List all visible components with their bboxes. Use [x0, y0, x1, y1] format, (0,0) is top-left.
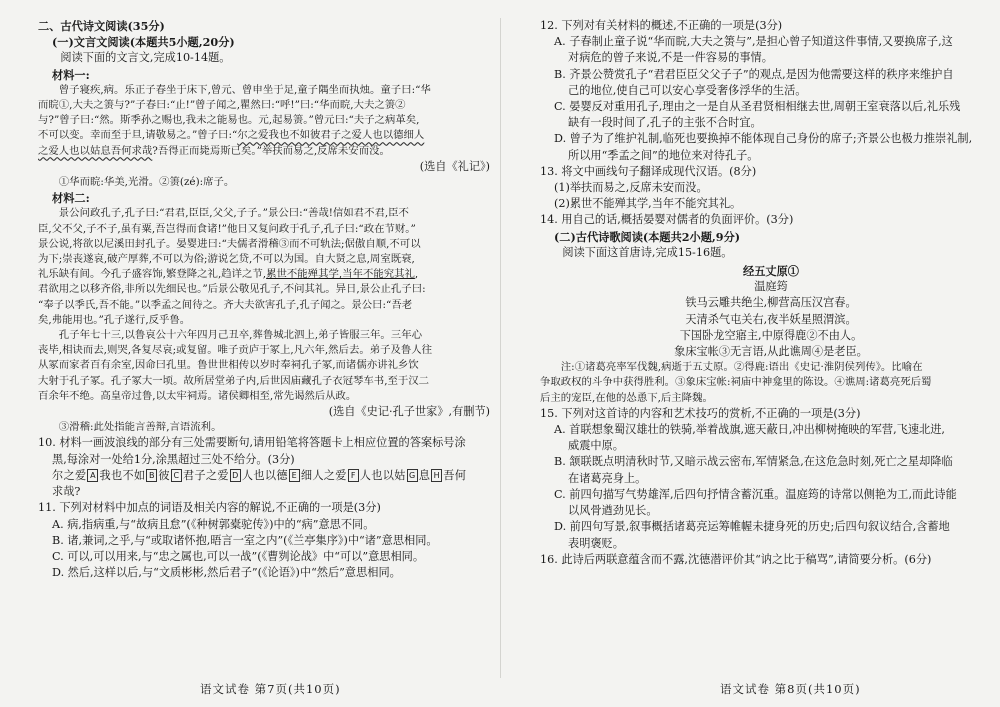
- poem-notes: 注:①诸葛亮率军伐魏,病逝于五丈原。②得鹿:语出《史记·淮阴侯列传》。比喻在 争取政权的斗争中获得胜利。③象床宝帐:祠庙中神龛里的陈设。④谯周:诸葛亮死后蜀 后主的宠臣,在他的怂恿下,后主降魏。: [540, 361, 932, 404]
- poem-line: 天清杀气屯关右,夜半妖星照渭滨。: [685, 312, 857, 326]
- question-16: 16. 此诗后两联意蕴含而不露,沈德潜评价其“讷之比于稿骂”,请简要分析。(6分): [540, 552, 932, 566]
- option-a[interactable]: A. 病,指病重,与“故病且怠”(《种树郭橐驼传》)中的“病”意思不同。: [52, 517, 375, 531]
- question-14: 14. 用自己的话,概括晏婴对儒者的负面评价。(3分): [540, 213, 794, 227]
- underlined-sentence: 累世不能殚其学,当年不能究其礼: [266, 268, 415, 281]
- source-citation: (选自《史记·孔子世家》,有删节): [328, 405, 490, 419]
- subsection-title: (二)古代诗歌阅读(本题共2小题,9分): [554, 229, 741, 244]
- material-label: 材料一:: [52, 67, 90, 82]
- wavy-underlined-text: 之爱人也以姑息吾何求哉: [38, 144, 153, 157]
- poem-line: 铁马云雕共绝尘,柳营高压汉宫春。: [685, 296, 857, 310]
- answer-box-h[interactable]: H: [431, 469, 442, 482]
- question-15: 15. 下列对这首诗的内容和艺术技巧的赏析,不正确的一项是(3分): [540, 406, 861, 420]
- option-b[interactable]: B. 颔联既点明清秋时节,又暗示战云密布,军情紧急,在这危急时刻,死亡之星却降临: [554, 455, 953, 469]
- question-13: 13. 将文中画线句子翻译成现代汉语。(8分): [540, 164, 757, 178]
- answer-box-b[interactable]: B: [146, 469, 157, 482]
- material-2-text: 景公问政孔子,孔子曰:“君君,臣臣,父父,子子。”景公曰:“善哉!信如君不君,臣不 臣,父不父,子不子,虽有粟,吾岂得而食诸!”他日又复问政于孔子,孔子曰:“政在节财。” 景公说,将欲以尼溪田封孔子。晏婴进曰:“夫儒者滑稽③而不可轨法;倨傲自顺,不可以 为下;崇丧遂哀,破产厚葬,不可以为俗;游说乞贷,不可以为国。自大贤之息,周室既衰, 礼乐缺有间。今孔子盛容饰,繁登降之礼,趋详之节,累世不能殚其学,当年不能究其礼, 君欲用之以移齐俗,非所以先细民也。”后景公敬见孔子,不问其礼。异日,景公止孔子曰: “奉子以季氏,吾不能。”以季孟之间待之。齐大夫欲害孔子,孔子闻之。景公曰:“吾老 矣,弗能用也。”孔子遂行,反乎鲁。 孔子年七十三,以鲁哀公十六年四月己丑卒,葬鲁城北泗上,弟子皆服三年。三年心 丧毕,相诀而去,则哭,各复尽哀;或复留。唯子贡庐于冢上,凡六年,然后去。弟子及鲁人往 从冢而家者百有余室,因命曰孔里。鲁世世相传以岁时奉祠孔子冢,而诸儒亦讲礼乡饮 大射于孔子冢。孔子冢大一顷。故所居堂弟子内,后世因庙藏孔子衣冠琴车书,至于汉二 百余年不绝。高皇帝过鲁,以太牢祠焉。诸侯卿相至,常先谒然后从政。: [38, 207, 433, 402]
- option-d[interactable]: D. 然后,这样以后,与“文质彬彬,然后君子”(《论语》)中“然后”意思相同。: [52, 566, 401, 580]
- poem-author: 温庭筠: [754, 280, 788, 294]
- option-d[interactable]: D. 前四句写景,叙事概括诸葛亮运筹帷幄未捷身死的历史;后四句叙议结合,含蓄地: [554, 520, 950, 534]
- page-footer: 语文试卷 第7页(共10页): [200, 682, 341, 696]
- page-divider: [500, 18, 501, 678]
- subsection-title: (一)文言文阅读(本题共5小题,20分): [52, 35, 235, 50]
- wavy-underlined-text: 尔之爱我也不如彼君子之爱人也以德细人: [237, 129, 425, 142]
- material-1-text: 曾子寝疾,病。乐正子春坐于床下,曾元、曾申坐于足,童子隅坐而执烛。童子曰:“华 而睆①,大夫之箦与?”子春曰:“止!”曾子闻之,瞿然曰:“呼!”曰:“华而睆,大夫之箦② 与?”曾子曰:“然。斯季孙之赐也,我未之能易也。元,起易箦。”曾元曰:“夫子之病革矣, 不可以变。幸而至于旦,请敬易之。”曾子曰:“尔之爱我也不如彼君子之爱人也以德细人 之爱人也以姑息吾何求哉?吾得正而毙焉斯已矣。”举扶而易之,反席未安而没。: [38, 83, 431, 157]
- answer-box-g[interactable]: G: [407, 469, 418, 482]
- option-c[interactable]: C. 前四句描写气势雄浑,后四句抒情含蓄沉重。温庭筠的诗常以侧艳为工,而此诗能: [554, 487, 957, 501]
- option-a[interactable]: A. 首联想象蜀汉雄壮的铁骑,举着战旗,遮天蔽日,冲出柳树掩映的军营,飞速北进,: [554, 423, 945, 437]
- option-a[interactable]: A. 子春制止童子说“华而睆,大夫之箦与”,是担心曾子知道这件事情,又要换席子,这: [554, 35, 953, 49]
- question-10: 10. 材料一画波浪线的部分有三处需要断句,请用铅笔将答题卡上相应位置的答案标号涂: [38, 436, 466, 450]
- poem-line: 下国卧龙空寤主,中原得鹿②不由人。: [679, 328, 863, 342]
- instruction: 阅读下面的文言文,完成10-14题。: [60, 51, 231, 65]
- page-footer: 语文试卷 第8页(共10页): [720, 682, 861, 696]
- answer-box-d[interactable]: D: [230, 469, 241, 482]
- section-title: 二、古代诗文阅读(35分): [38, 19, 165, 33]
- footnote: ①华而睆:华美,光滑。②箦(zé):席子。: [58, 176, 235, 189]
- answer-box-c[interactable]: C: [171, 469, 182, 482]
- footnote: ③滑稽:此处指能言善辩,言语流利。: [58, 421, 222, 434]
- answer-box-e[interactable]: E: [289, 469, 300, 482]
- segmentation-sentence: 尔之爱 A 我也不如 B 彼 C 君子之爱 D 人也以德 E 细人之爱 F 人也以姑 G 息 H 吾何: [52, 468, 467, 482]
- option-c[interactable]: C. 可以,可以用来,与“忠之属也,可以一战”(《曹刿论战》中“可以”意思相同。: [52, 549, 425, 563]
- poem-title: 经五丈原①: [743, 264, 799, 279]
- option-c[interactable]: C. 晏婴反对重用孔子,理由之一是自从圣君贤相相继去世,周朝王室衰落以后,礼乐残: [554, 100, 961, 114]
- page-8: 12. 下列对有关材料的概述,不正确的一项是(3分) A. 子春制止童子说“华而睆,大夫之箦与”,是担心曾子知道这件事情,又要换席子,这 对病危的曾子来说,不是一件容易的事情。 B. 齐景公赞赏孔子“君君臣臣父父子子”的观点,是因为他需要这样的秩序来维护自 己的地位,使自己可以安心享受奢侈浮华的生活。 C. 晏婴反对重用孔子,理由之一是自从圣君贤相相继去世,周朝王室衰落以后,礼乐残 缺有一段时间了,孔子的主张不合时宜。 D. 曾子为了维护礼制,临死也要换掉不能体现自己身份的席子;齐景公也极力推崇礼制, 所以用“季孟之间”的地位来对待孔子。 13. 将文中画线句子翻译成现代汉语。(8分) (1)举扶而易之,反席未安而没。 (2)累世不能殚其学,当年不能究其礼。 14. 用自己的话,概括晏婴对儒者的负面评价。(3分) (二)古代诗歌阅读(本题共2小题,9分) 阅读下面这首唐诗,完成15-16题。 经五丈原① 温庭筠 铁马云雕共绝尘,柳营高压汉宫春。 天清杀气屯关右,夜半妖星照渭滨。 下国卧龙空寤主,中原得鹿②不由人。 象床宝帐③无言语,从此谯周④是老臣。 注:①诸葛亮率军伐魏,病逝于五丈原。②得鹿:语出《史记·淮阴侯列传》。比喻在 争取政权的斗争中获得胜利。③象床宝帐:祠庙中神龛里的陈设。④谯周:诸葛亮死后蜀 后主的宠臣,在他的怂恿下,后主降魏。 15. 下列对这首诗的内容和艺术技巧的赏析,不正确的一项是(3分) A. 首联想象蜀汉雄壮的铁骑,举着战旗,遮天蔽日,冲出柳树掩映的军营,飞速北进, 威震中原。 B. 颔联既点明清秋时节,又暗示战云密布,军情紧急,在这危急时刻,死亡之星却降临 在诸葛亮身上。 C. 前四句描写气势雄浑,后四句抒情含蓄沉重。温庭筠的诗常以侧艳为工,而此诗能 以风骨遒劲见长。 D. 前四句写景,叙事概括诸葛亮运筹帷幄未捷身死的历史;后四句叙议结合,含蓄地 表明褒贬。 16. 此诗后两联意蕴含而不露,沈德潜评价其“讷之比于稿骂”,请简要分析。(6分): [540, 18, 1000, 658]
- translation-item: (2)累世不能殚其学,当年不能究其礼。: [554, 197, 742, 211]
- source-citation: (选自《礼记》): [419, 159, 490, 173]
- option-b[interactable]: B. 齐景公赞赏孔子“君君臣臣父父子子”的观点,是因为他需要这样的秩序来维护自: [554, 67, 954, 81]
- question-11: 11. 下列对材料中加点的词语及相关内容的解说,不正确的一项是(3分): [38, 501, 381, 515]
- page-7: 二、古代诗文阅读(35分) (一)文言文阅读(本题共5小题,20分) 阅读下面的文言文,完成10-14题。 材料一: 曾子寝疾,病。乐正子春坐于床下,曾元、曾申坐于足,童子隅坐而执烛。童子曰:“华 而睆①,大夫之箦与?”子春曰:“止!”曾子闻之,瞿然曰:“呼!”曰:“华而睆,大夫之箦② 与?”曾子曰:“然。斯季孙之赐也,我未之能易也。元,起易箦。”曾元曰:“夫子之病革矣, 不可以变。幸而至于旦,请敬易之。”曾子曰:“尔之爱我也不如彼君子之爱人也以德细人 之爱人也以姑息吾何求哉?吾得正而毙焉斯已矣。”举扶而易之,反席未安而没。 (选自《礼记》) ①华而睆:华美,光滑。②箦(zé):席子。 材料二: 景公问政孔子,孔子曰:“君君,臣臣,父父,子子。”景公曰:“善哉!信如君不君,臣不 臣,父不父,子不子,虽有粟,吾岂得而食诸!”他日又复问政于孔子,孔子曰:“政在节财。” 景公说,将欲以尼溪田封孔子。晏婴进曰:“夫儒者滑稽③而不可轨法;倨傲自顺,不可以 为下;崇丧遂哀,破产厚葬,不可以为俗;游说乞贷,不可以为国。自大贤之息,周室既衰, 礼乐缺有间。今孔子盛容饰,繁登降之礼,趋详之节,累世不能殚其学,当年不能究其礼, 君欲用之以移齐俗,非所以先细民也。”后景公敬见孔子,不问其礼。异日,景公止孔子曰: “奉子以季氏,吾不能。”以季孟之间待之。齐大夫欲害孔子,孔子闻之。景公曰:“吾老 矣,弗能用也。”孔子遂行,反乎鲁。 孔子年七十三,以鲁哀公十六年四月己丑卒,葬鲁城北泗上,弟子皆服三年。三年心 丧毕,相诀而去,则哭,各复尽哀;或复留。唯子贡庐于冢上,凡六年,然后去。弟子及鲁人往 从冢而家者百有余室,因命曰孔里。鲁世世相传以岁时奉祠孔子冢,而诸儒亦讲礼乡饮 大射于孔子冢。孔子冢大一顷。故所居堂弟子内,后世因庙藏孔子衣冠琴车书,至于汉二 百余年不绝。高皇帝过鲁,以太牢祠焉。诸侯卿相至,常先谒然后从政。 (选自《史记·孔子世家》,有删节) ③滑稽:此处指能言善辩,言语流利。 10. 材料一画波浪线的部分有三处需要断句,请用铅笔将答题卡上相应位置的答案标号涂 黑,每涂对一处给1分,涂黑超过三处不给分。(3分) 尔之爱 A 我也不如 B 彼 C 君子之爱 D 人也以德 E 细人之爱 F 人也以姑 G 息 H 吾何 求哉? 11. 下列对材料中加点的词语及相关内容的解说,不正确的一项是(3分) A. 病,指病重,与“故病且怠”(《种树郭橐驼传》)中的“病”意思不同。 B. 诸,兼词,之乎,与“或取诸怀抱,晤言一室之内”(《兰亭集序》)中“诸”意思相同。 C. 可以,可以用来,与“忠之属也,可以一战”(《曹刿论战》中“可以”意思相同。 D. 然后,这样以后,与“文质彬彬,然后君子”(《论语》)中“然后”意思相同。: [38, 18, 500, 658]
- option-d[interactable]: D. 曾子为了维护礼制,临死也要换掉不能体现自己身份的席子;齐景公也极力推崇礼制,: [554, 132, 973, 146]
- translation-item: (1)举扶而易之,反席未安而没。: [554, 181, 708, 195]
- question-12: 12. 下列对有关材料的概述,不正确的一项是(3分): [540, 19, 783, 32]
- answer-box-f[interactable]: F: [348, 469, 359, 482]
- poem-line: 象床宝帐③无言语,从此谯周④是老臣。: [674, 345, 868, 359]
- answer-box-a[interactable]: A: [87, 469, 98, 482]
- option-b[interactable]: B. 诸,兼词,之乎,与“或取诸怀抱,晤言一室之内”(《兰亭集序》)中“诸”意思相同。: [52, 533, 438, 547]
- material-label: 材料二:: [52, 191, 90, 206]
- instruction: 阅读下面这首唐诗,完成15-16题。: [562, 245, 733, 259]
